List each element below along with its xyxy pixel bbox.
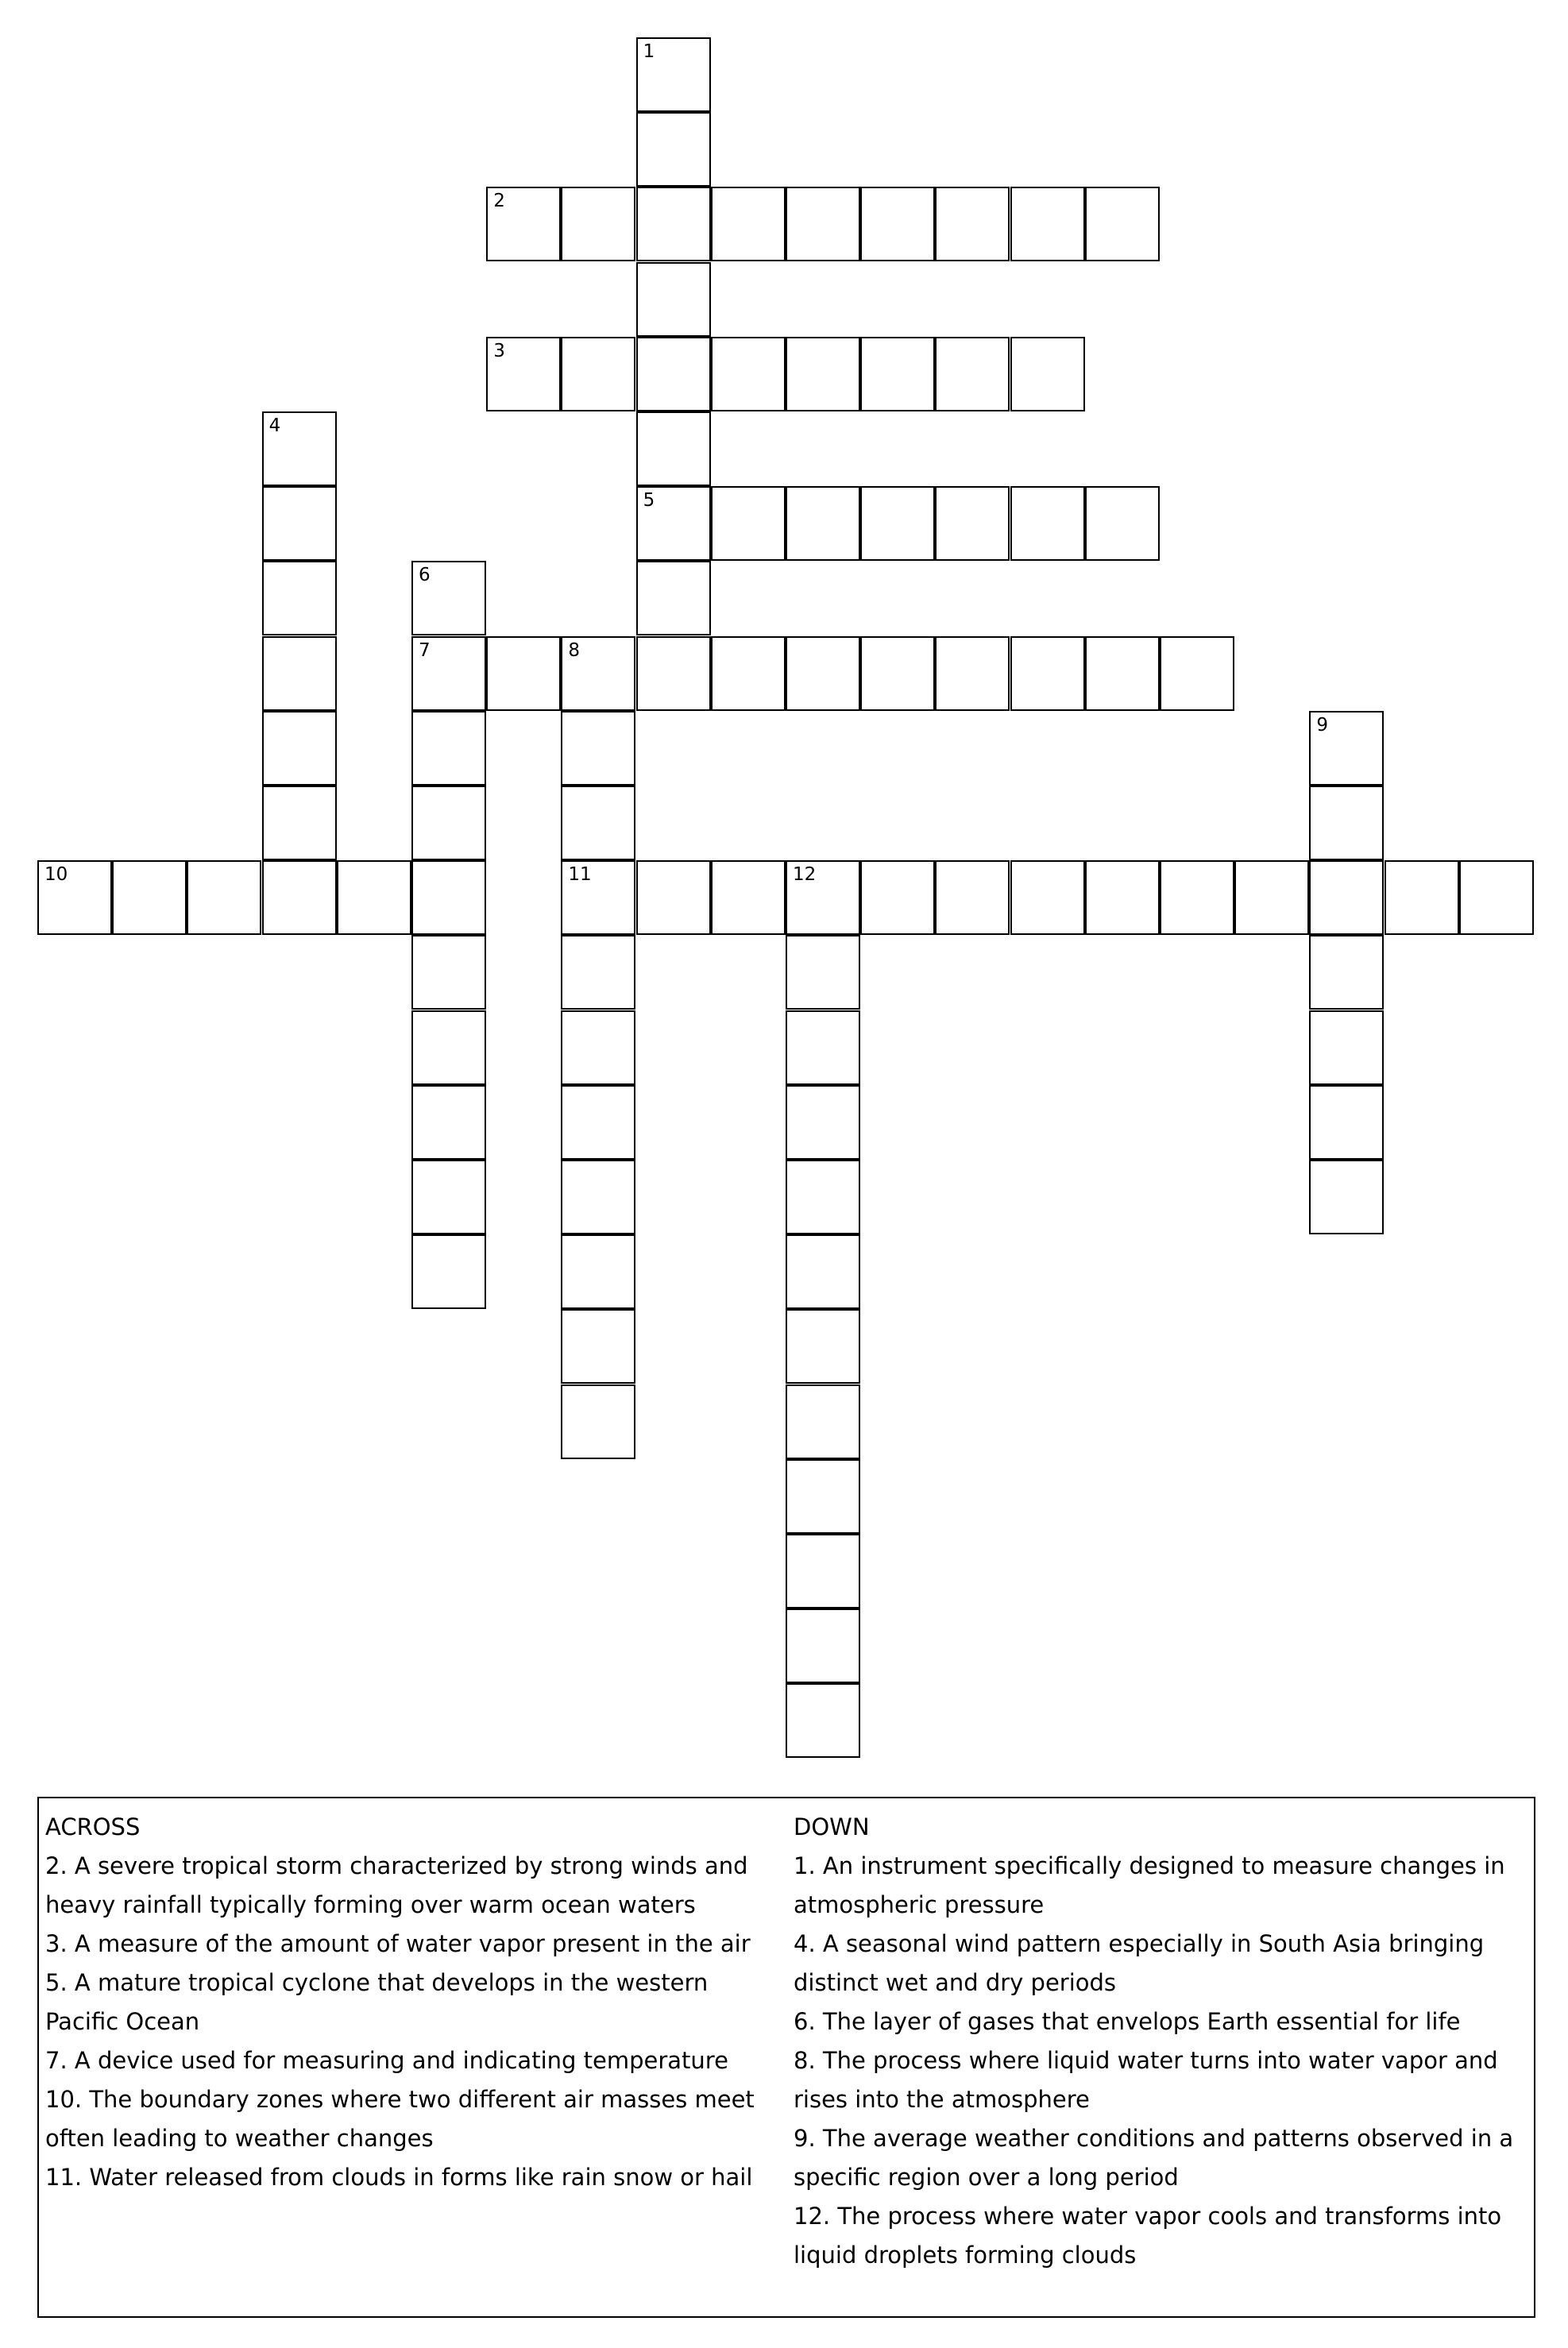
across-heading: ACROSS — [45, 1813, 141, 1840]
grid-cell[interactable] — [786, 1608, 860, 1683]
grid-cell[interactable] — [262, 561, 337, 635]
grid-cell[interactable] — [411, 561, 486, 635]
clue-number: 10 — [44, 864, 68, 886]
grid-cell[interactable] — [411, 1234, 486, 1309]
grid-cell[interactable] — [411, 860, 486, 935]
grid-cell[interactable] — [935, 860, 1010, 935]
grid-cell[interactable] — [411, 1010, 486, 1085]
clue-down-12: 12. The process where water vapor cools and transforms into liquid droplets forming clouds — [794, 2203, 1502, 2269]
clue-number: 11 — [568, 864, 592, 886]
grid-cell[interactable] — [1309, 1085, 1384, 1160]
grid-cell[interactable] — [860, 486, 935, 561]
grid-cell[interactable] — [636, 187, 711, 261]
grid-cell[interactable] — [561, 1160, 635, 1234]
grid-cell[interactable] — [262, 711, 337, 786]
grid-cell[interactable] — [1160, 636, 1234, 711]
grid-cell[interactable] — [935, 187, 1010, 261]
grid-cell[interactable] — [561, 187, 635, 261]
across-clues — [45, 1808, 784, 2197]
grid-cell[interactable] — [636, 860, 711, 935]
clue-number: 4 — [268, 415, 281, 436]
grid-cell[interactable] — [711, 187, 786, 261]
down-heading: DOWN — [794, 1813, 870, 1840]
clue-number: 7 — [419, 639, 431, 661]
grid-cell[interactable] — [636, 486, 711, 561]
grid-cell[interactable] — [1085, 636, 1160, 711]
clue-number: 2 — [493, 191, 505, 212]
grid-cell[interactable] — [1010, 486, 1085, 561]
grid-cell[interactable] — [935, 486, 1010, 561]
grid-cell[interactable] — [411, 1085, 486, 1160]
grid-cell[interactable] — [1085, 486, 1160, 561]
grid-cell[interactable] — [786, 1160, 860, 1234]
clue-down-1: 1. An instrument specifically designed to measure changes in atmospheric pressure — [794, 1852, 1505, 1918]
clue-number: 3 — [493, 340, 505, 361]
grid-cell[interactable] — [1309, 711, 1384, 786]
grid-cell[interactable] — [786, 337, 860, 411]
grid-cell[interactable] — [1309, 786, 1384, 860]
grid-cell[interactable] — [711, 486, 786, 561]
grid-cell[interactable] — [860, 337, 935, 411]
grid-cell[interactable] — [1309, 860, 1384, 935]
grid-cell[interactable] — [112, 860, 187, 935]
grid-cell[interactable] — [262, 411, 337, 486]
clue-number: 6 — [419, 565, 431, 586]
grid-cell[interactable] — [786, 1085, 860, 1160]
grid-cell[interactable] — [561, 337, 635, 411]
grid-cell[interactable] — [1010, 636, 1085, 711]
grid-cell[interactable] — [561, 636, 635, 711]
grid-cell[interactable] — [860, 187, 935, 261]
grid-cell[interactable] — [1010, 860, 1085, 935]
grid-cell[interactable] — [1309, 1010, 1384, 1085]
grid-cell[interactable] — [786, 1459, 860, 1534]
grid-cell[interactable] — [561, 1309, 635, 1384]
clue-across-11: 11. Water released from clouds in forms like rain snow or hail — [45, 2164, 753, 2191]
grid-cell[interactable] — [1309, 935, 1384, 1010]
grid-cell[interactable] — [786, 1234, 860, 1309]
grid-cell[interactable] — [561, 786, 635, 860]
grid-cell[interactable] — [860, 636, 935, 711]
clue-number: 9 — [1316, 714, 1329, 736]
grid-cell[interactable] — [711, 337, 786, 411]
clue-number: 5 — [643, 490, 655, 512]
grid-cell[interactable] — [486, 187, 561, 261]
grid-cell[interactable] — [636, 262, 711, 337]
grid-cell[interactable] — [636, 636, 711, 711]
grid-cell[interactable] — [935, 337, 1010, 411]
grid-cell[interactable] — [786, 935, 860, 1010]
grid-cell[interactable] — [1309, 1160, 1384, 1234]
clue-across-7: 7. A device used for measuring and indicating temperature — [45, 2047, 728, 2074]
clue-down-4: 4. A seasonal wind pattern especially in South Asia bringing distinct wet and dry periods — [794, 1930, 1485, 1996]
down-clues — [794, 1808, 1524, 2275]
clue-number: 8 — [568, 639, 581, 661]
clues-box — [37, 1797, 1535, 2318]
grid-cell[interactable] — [636, 561, 711, 635]
clue-across-5: 5. A mature tropical cyclone that develops in the western Pacific Ocean — [45, 1969, 709, 2035]
grid-cell[interactable] — [262, 486, 337, 561]
grid-cell[interactable] — [1010, 187, 1085, 261]
grid-cell[interactable] — [411, 711, 486, 786]
grid-cell[interactable] — [561, 860, 635, 935]
grid-cell[interactable] — [711, 636, 786, 711]
grid-cell[interactable] — [187, 860, 261, 935]
grid-cell[interactable] — [486, 636, 561, 711]
grid-cell[interactable] — [786, 1010, 860, 1085]
grid-cell[interactable] — [561, 1085, 635, 1160]
grid-cell[interactable] — [711, 860, 786, 935]
grid-cell[interactable] — [561, 711, 635, 786]
grid-cell[interactable] — [411, 636, 486, 711]
grid-cell[interactable] — [786, 1309, 860, 1384]
grid-cell[interactable] — [636, 37, 711, 112]
grid-cell[interactable] — [262, 860, 337, 935]
grid-cell[interactable] — [786, 1534, 860, 1608]
grid-cell[interactable] — [636, 337, 711, 411]
grid-cell[interactable] — [1085, 860, 1160, 935]
grid-cell[interactable] — [561, 1384, 635, 1459]
grid-cell[interactable] — [1085, 187, 1160, 261]
grid-cell[interactable] — [411, 786, 486, 860]
grid-cell[interactable] — [486, 337, 561, 411]
grid-cell[interactable] — [1160, 860, 1234, 935]
grid-cell[interactable] — [262, 786, 337, 860]
grid-cell[interactable] — [561, 935, 635, 1010]
clue-down-9: 9. The average weather conditions and patterns observed in a specific region over a long period — [794, 2125, 1514, 2191]
grid-cell[interactable] — [1459, 860, 1534, 935]
grid-cell[interactable] — [37, 860, 112, 935]
clue-down-8: 8. The process where liquid water turns into water vapor and rises into the atmosphere — [794, 2047, 1498, 2113]
clue-across-2: 2. A severe tropical storm characterized by strong winds and heavy rainfall typically forming over warm ocean waters — [45, 1852, 748, 1918]
grid-cell[interactable] — [561, 1234, 635, 1309]
grid-cell[interactable] — [1234, 860, 1309, 935]
grid-cell[interactable] — [1010, 337, 1085, 411]
grid-cell[interactable] — [786, 1384, 860, 1459]
grid-cell[interactable] — [786, 187, 860, 261]
clue-down-6: 6. The layer of gases that envelops Earth essential for life — [794, 2008, 1461, 2035]
clue-across-10: 10. The boundary zones where two different air masses meet often leading to weather changes — [45, 2086, 755, 2152]
clue-number: 1 — [643, 41, 655, 62]
grid-cell[interactable] — [411, 1160, 486, 1234]
grid-cell[interactable] — [935, 636, 1010, 711]
grid-cell[interactable] — [411, 935, 486, 1010]
grid-cell[interactable] — [786, 860, 860, 935]
grid-cell[interactable] — [786, 486, 860, 561]
grid-cell[interactable] — [1385, 860, 1459, 935]
clue-across-3: 3. A measure of the amount of water vapor present in the air — [45, 1930, 751, 1957]
grid-cell[interactable] — [860, 860, 935, 935]
grid-cell[interactable] — [262, 636, 337, 711]
grid-cell[interactable] — [337, 860, 411, 935]
grid-cell[interactable] — [561, 1010, 635, 1085]
grid-cell[interactable] — [786, 1683, 860, 1758]
grid-cell[interactable] — [786, 636, 860, 711]
grid-cell[interactable] — [636, 112, 711, 187]
clue-number: 12 — [793, 864, 817, 886]
grid-cell[interactable] — [636, 411, 711, 486]
